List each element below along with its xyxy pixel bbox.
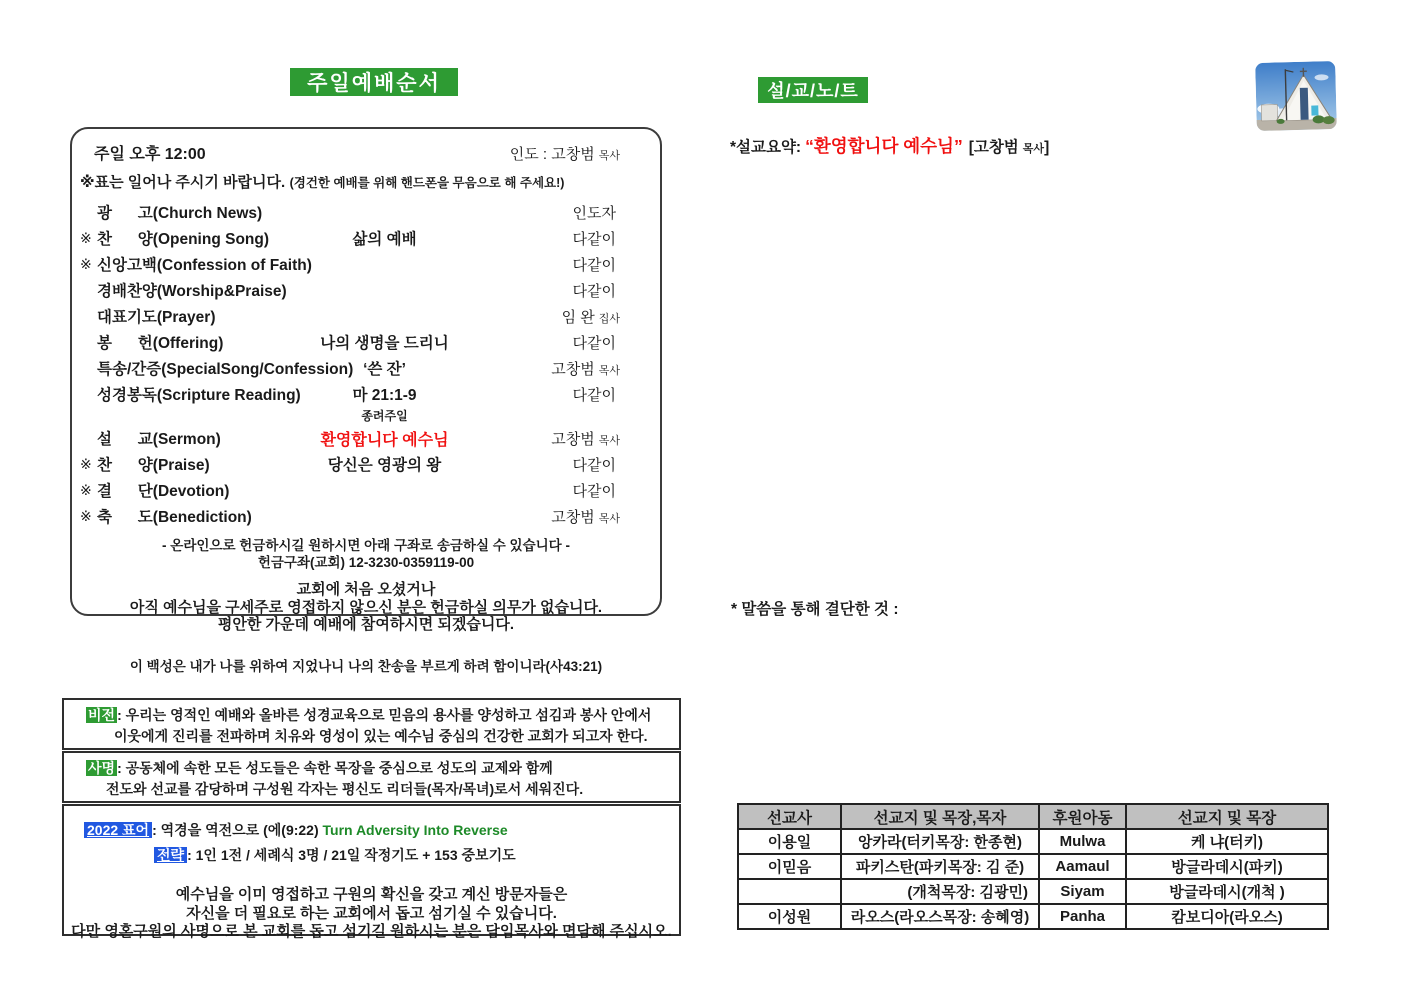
visitor-line: 자신을 더 필요로 하는 교회에서 돕고 섬기실 수 있습니다. — [186, 904, 557, 922]
person-rank: 집사 — [598, 312, 620, 325]
person-rank: 목사 — [598, 434, 620, 447]
table-cell: Panha — [1039, 904, 1126, 929]
person-name: 다같이 — [572, 334, 616, 352]
stand-mark: ※ — [80, 507, 92, 524]
strategy-label: 전략 — [154, 847, 187, 863]
service-item-confession — [72, 251, 660, 277]
item-label: 찬 양(Praise) — [97, 457, 210, 474]
stand-mark: ※ — [80, 229, 92, 246]
item-person — [573, 202, 620, 223]
vision-text1: : 우리는 영적인 예배와 올바른 성경교육으로 믿음의 용사를 양성하고 섬김과 봉사 안에서 — [117, 707, 652, 723]
service-header — [72, 139, 660, 164]
stand-mark: ※ — [80, 481, 92, 498]
page-title-worship-order: 주일예배순서 — [290, 68, 458, 96]
person-name: 고창범 — [551, 508, 595, 526]
stand-mark: ※ — [80, 255, 92, 272]
person-name: 다같이 — [572, 256, 616, 274]
table-cell: 이용일 — [738, 829, 841, 854]
strategy-line — [64, 845, 679, 866]
service-time: 주일 오후 12:00 — [94, 146, 206, 163]
newcomer-line: 평안한 가운데 예배에 참여하시면 되겠습니다. — [217, 616, 515, 633]
missionary-table — [737, 803, 1329, 930]
table-cell: 파키스탄(파키목장: 김 준) — [841, 854, 1039, 879]
person-name: 고창범 — [551, 360, 595, 378]
item-person — [562, 306, 620, 327]
service-leader — [510, 143, 620, 164]
item-label: 광 고(Church News) — [97, 205, 263, 222]
item-detail: ‘쓴 잔’ — [363, 361, 406, 378]
service-item-offering — [72, 329, 660, 355]
item-label: 봉 헌(Offering) — [97, 335, 224, 352]
mission-label: 사명 — [88, 760, 116, 776]
item-detail: 마 21:1-9 — [352, 387, 417, 404]
service-item-church-news — [72, 199, 660, 225]
item-label: 신앙고백(Confession of Faith) — [97, 257, 312, 274]
item-label: 설 교(Sermon) — [97, 431, 221, 448]
table-cell: 방글라데시(개척 ) — [1126, 879, 1328, 904]
standing-notice — [72, 171, 660, 192]
table-cell: 방글라데시(파키) — [1126, 854, 1328, 879]
newcomer-line: 교회에 처음 오셨거나 — [296, 581, 436, 598]
person-rank: 목사 — [598, 364, 620, 377]
item-label: 축 도(Benediction) — [97, 509, 252, 526]
person-rank: 목사 — [598, 512, 620, 525]
church-illustration — [1255, 61, 1337, 131]
table-row — [738, 879, 1328, 904]
table-cell: 앙카라(터키목장: 한종현) — [841, 829, 1039, 854]
visitor-notice — [64, 886, 679, 942]
service-item-praise — [72, 451, 660, 477]
summary-pastor-rank: 목사 — [1022, 143, 1045, 155]
person-name: 다같이 — [572, 386, 616, 404]
motto-english: Turn Adversity Into Reverse — [322, 822, 508, 838]
person-name: 고창범 — [551, 430, 595, 448]
header-field: 선교지 및 목장 — [1126, 804, 1328, 829]
newcomer-line: 아직 예수님을 구세주로 영접하지 않으신 분은 헌금하실 의무가 없습니다. — [129, 598, 603, 616]
summary-pastor: [고창범 — [968, 139, 1019, 156]
page-title-sermon-notes: 설/교/노/트 — [758, 77, 868, 103]
service-items — [72, 199, 660, 529]
sermon-title: 환영합니다 예수님 — [320, 431, 449, 449]
vision-label: 비전 — [88, 707, 116, 723]
table-cell: 라오스(라오스목장: 송혜영) — [841, 904, 1039, 929]
service-item-benediction — [72, 503, 660, 529]
item-person — [551, 428, 620, 449]
item-detail: 나의 생명을 드리니 — [320, 335, 449, 352]
motto-text: : 역경을 역전으로 (에(9:22) — [152, 822, 323, 838]
item-person — [573, 280, 620, 301]
worship-order-box — [70, 127, 662, 633]
season-note-row — [72, 407, 660, 425]
table-cell: 이성원 — [738, 904, 841, 929]
decision-prompt: * 말씀을 통해 결단한 것 : — [731, 601, 899, 618]
item-detail: 당신은 영광의 왕 — [327, 457, 442, 474]
item-person — [573, 480, 620, 501]
table-cell: 캄보디아(라오스) — [1126, 904, 1328, 929]
table-cell: 케 냐(터키) — [1126, 829, 1328, 854]
motto-label: 2022 표어 — [84, 822, 152, 838]
vision-line1 — [64, 705, 679, 726]
mission-text1: : 공동체에 속한 모든 성도들은 속한 목장을 중심으로 성도의 교제와 함께 — [117, 760, 553, 776]
item-person — [573, 254, 620, 275]
newcomer-notice — [72, 581, 660, 634]
item-person — [551, 506, 620, 527]
leader-name: 인도 : 고창범 — [509, 146, 595, 163]
person-name: 다같이 — [572, 482, 616, 500]
person-name: 다같이 — [572, 456, 616, 474]
service-item-prayer — [72, 303, 660, 329]
item-detail: 삶의 예배 — [352, 231, 417, 248]
summary-prefix: *설교요약: — [730, 139, 802, 156]
strategy-text: : 1인 1전 / 세례식 3명 / 21일 작정기도 + 153 중보기도 — [187, 847, 516, 863]
item-person — [551, 358, 620, 379]
item-person — [573, 228, 620, 249]
season-note: 종려주일 — [361, 409, 408, 423]
table-cell: Aamaul — [1039, 854, 1126, 879]
header-field-pastor: 선교지 및 목장,목자 — [841, 804, 1039, 829]
table-cell: 이믿음 — [738, 854, 841, 879]
item-label: 결 단(Devotion) — [97, 483, 230, 500]
giving-account: 헌금구좌(교회) 12-3230-0359119-00 — [257, 555, 475, 570]
online-giving-info — [72, 537, 660, 571]
item-person — [573, 454, 620, 475]
item-label: 대표기도(Prayer) — [97, 309, 216, 326]
motto-line — [64, 820, 679, 841]
vision-box — [62, 698, 681, 750]
standing-notice-main: ※표는 일어나 주시기 바랍니다. — [80, 174, 286, 191]
header-sponsored-child: 후원아동 — [1039, 804, 1126, 829]
item-person — [573, 384, 620, 405]
giving-line: - 온라인으로 헌금하시길 원하시면 아래 구좌로 송금하실 수 있습니다 - — [162, 538, 570, 553]
leader-rank: 목사 — [598, 150, 620, 162]
table-row — [738, 829, 1328, 854]
service-item-sermon — [72, 425, 660, 451]
vision-line2: 이웃에게 진리를 전파하며 치유와 영성이 있는 예수님 중심의 건강한 교회가 되고자 한다. — [114, 728, 648, 744]
item-label: 특송/간증(SpecialSong/Confession) — [97, 361, 354, 378]
sermon-summary — [730, 133, 1049, 158]
summary-bracket-close: ] — [1044, 139, 1050, 156]
table-cell — [738, 879, 841, 904]
mission-box — [62, 751, 681, 803]
standing-notice-sub: (경건한 예배를 위해 핸드폰을 무음으로 해 주세요!) — [289, 176, 565, 190]
person-name: 인도자 — [572, 204, 616, 222]
service-item-scripture-reading — [72, 381, 660, 407]
item-person — [573, 332, 620, 353]
header-missionary: 선교사 — [738, 804, 841, 829]
sermon-title-quote: “환영합니다 예수님” — [805, 136, 963, 156]
mission-line2: 전도와 선교를 감당하며 구성원 각자는 평신도 리더들(목자/목녀)로서 세워진다. — [106, 781, 584, 797]
service-item-special-song — [72, 355, 660, 381]
visitor-line: 예수님을 이미 영접하고 구원의 확신을 갖고 계신 방문자들은 — [175, 886, 568, 903]
person-name: 임 완 — [561, 308, 595, 326]
table-row — [738, 854, 1328, 879]
item-label: 경배찬양(Worship&Praise) — [97, 283, 287, 300]
person-name: 다같이 — [572, 282, 616, 300]
mission-line1 — [64, 758, 679, 779]
visitor-line: 다만 영혼구원의 사명으로 본 교회를 돕고 섬기길 원하시는 분은 담임목사와 면담해 주십시오. — [71, 923, 672, 940]
service-item-opening-song — [72, 225, 660, 251]
church-photo — [1255, 61, 1337, 131]
service-item-devotion — [72, 477, 660, 503]
stand-mark: ※ — [80, 455, 92, 472]
table-cell: Mulwa — [1039, 829, 1126, 854]
table-row — [738, 904, 1328, 929]
item-label: 찬 양(Opening Song) — [97, 231, 270, 248]
bible-verse: 이 백성은 내가 나를 위하여 지었나니 나의 찬송을 부르게 하려 함이니라(사43:21) — [129, 659, 603, 674]
item-label: 성경봉독(Scripture Reading) — [97, 387, 301, 404]
table-cell: (개척목장: 김광민) — [841, 879, 1039, 904]
table-header-row — [738, 804, 1328, 829]
person-name: 다같이 — [572, 230, 616, 248]
table-cell: Siyam — [1039, 879, 1126, 904]
goal-box — [62, 804, 681, 940]
service-item-worship-praise — [72, 277, 660, 303]
